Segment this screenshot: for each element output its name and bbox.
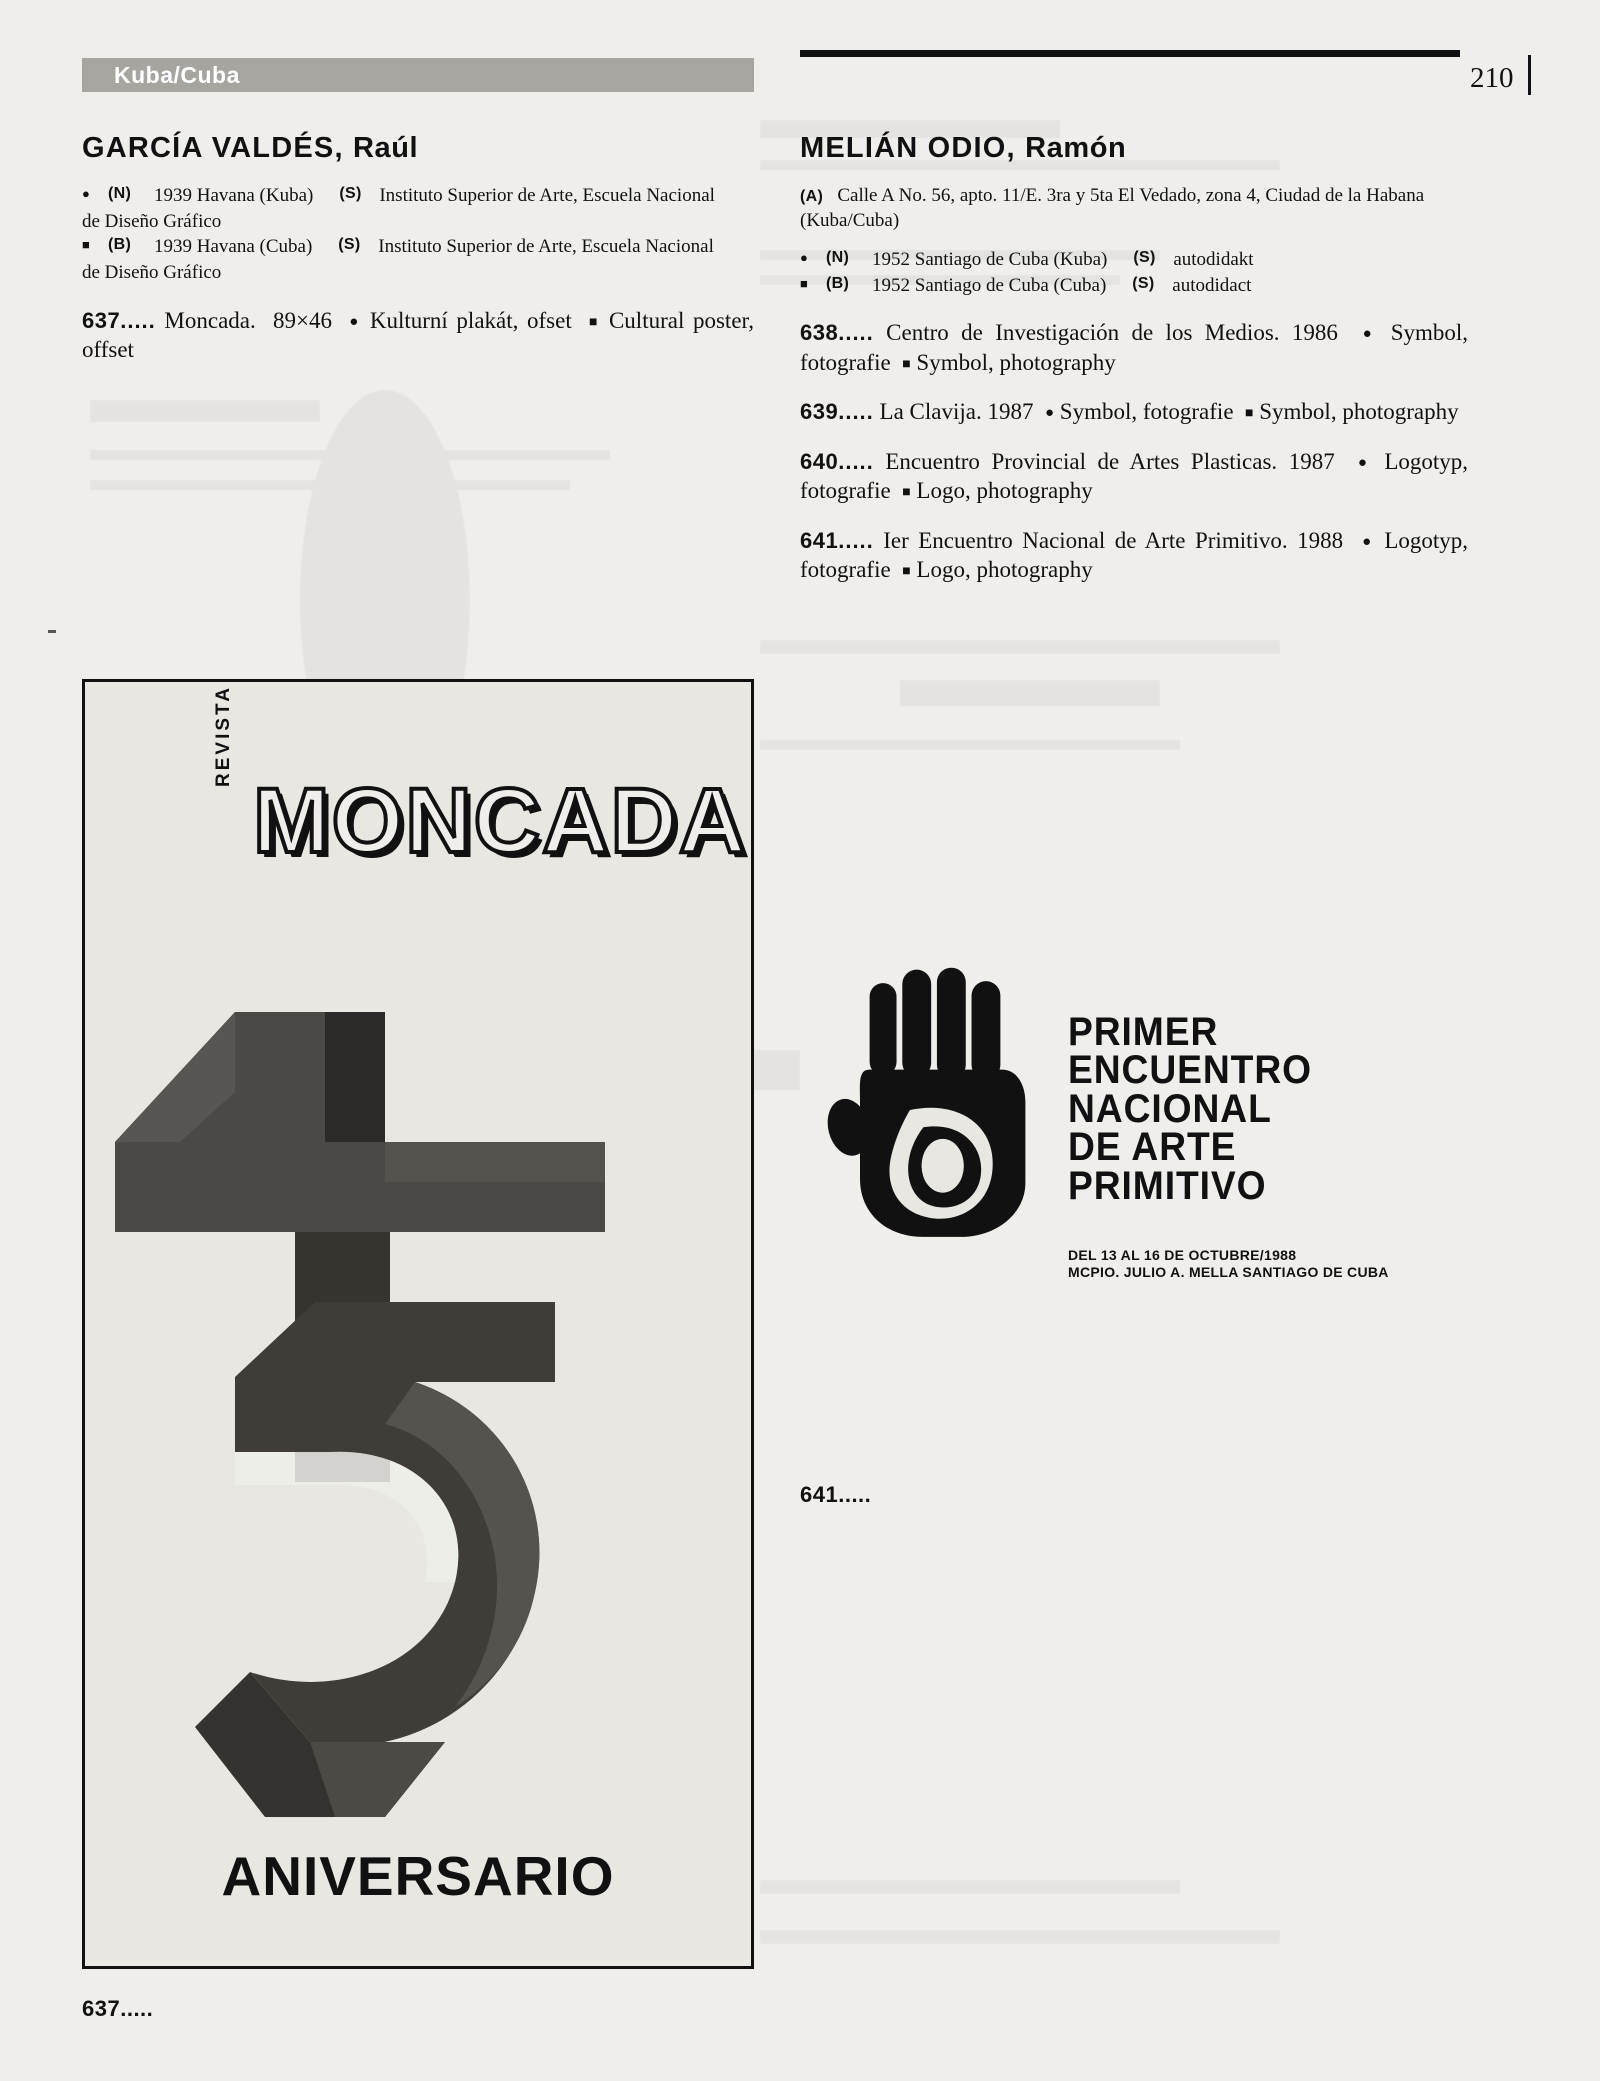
bullet-square-icon: ■ — [902, 562, 911, 579]
entry-size: 89×46 — [273, 307, 332, 333]
section-header-band — [82, 58, 754, 92]
entry-title: Ier Encuentro Nacional de Arte Primitivo. 1988 — [883, 527, 1344, 553]
logo-title-text — [1068, 1010, 1312, 1208]
bio-line-english — [800, 273, 1468, 299]
catalog-entry-641 — [800, 526, 1468, 585]
bio-school-left-cz: Instituto Superior de Arte, Escuela Nacional — [379, 185, 715, 206]
poster-numeral-45-artwork — [85, 982, 754, 1832]
bio-tag-s: (S) — [339, 185, 362, 202]
entry-description-en: Cultural poster, offset — [82, 307, 755, 362]
entry-number: 640 — [800, 448, 839, 474]
bio-birth-right-en: 1952 Santiago de Cuba (Cuba) — [872, 274, 1107, 296]
logo-line-5: PRIMITIVO — [1068, 1163, 1267, 1208]
bio-birth-right-cz: 1952 Santiago de Cuba (Kuba) — [872, 249, 1108, 271]
bio-school-left-en-cont: de Diseño Gráfico — [82, 261, 222, 283]
bio-tag-n: (N) — [826, 249, 850, 267]
bio-tag-s-en: (S) — [338, 236, 361, 254]
logo-line-3: NACIONAL — [1068, 1086, 1272, 1131]
bio-school-right-en: autodidact — [1172, 274, 1252, 296]
page-number-divider — [1528, 55, 1531, 95]
bio-block-right — [800, 247, 1468, 298]
bullet-dot-icon — [800, 247, 826, 269]
entry-number: 638 — [800, 320, 839, 346]
entry-title: La Clavija. 1987 — [879, 399, 1034, 425]
entry-dots: ..... — [838, 399, 874, 425]
catalog-entry-638 — [800, 318, 1468, 377]
caption-dots: ..... — [838, 1482, 872, 1507]
entry-number: 639 — [800, 399, 839, 425]
bullet-square-icon: ■ — [902, 354, 911, 371]
bullet-dot-icon: ● — [1044, 404, 1055, 422]
entry-description-cz: Logotyp, fotografie — [800, 448, 1469, 504]
bio-birth-left-cz: 1939 Havana (Kuba) — [154, 185, 314, 206]
logo-subtitle-text — [1068, 1247, 1389, 1281]
designer-name-right — [800, 132, 1468, 165]
entry-description-en: Logo, photography — [916, 478, 1093, 504]
bullet-square-icon: ■ — [902, 483, 911, 500]
paper-speck — [48, 630, 56, 633]
designer-name-left — [82, 132, 754, 165]
bio-line-english — [82, 234, 754, 285]
header-rule — [800, 50, 1460, 57]
address-tag-a: (A) — [800, 188, 824, 205]
entry-number: 637 — [82, 307, 121, 333]
entry-dots: ..... — [838, 320, 874, 346]
caption-number: 641 — [800, 1482, 839, 1507]
bio-tag-s-en: (S) — [1132, 274, 1155, 292]
bio-tag-b: (B) — [108, 236, 132, 254]
entry-title: Encuentro Provincial de Artes Plasticas. 1987 — [885, 448, 1335, 474]
left-column — [82, 132, 754, 364]
designer-family-name: GARCÍA VALDÉS, — [82, 132, 344, 164]
caption-number: 637 — [82, 1996, 121, 2021]
bullet-square-icon — [82, 234, 108, 256]
entry-description-en: Symbol, photography — [1259, 399, 1459, 425]
bullet-dot-icon: ● — [349, 312, 362, 330]
bullet-square-icon: ■ — [588, 312, 601, 329]
entry-description-cz: Symbol, fotografie — [1059, 399, 1234, 425]
entry-description-en: Symbol, photography — [916, 349, 1116, 375]
figure-caption-637 — [82, 1996, 153, 2022]
caption-dots: ..... — [120, 1996, 154, 2021]
right-column — [800, 132, 1468, 585]
bio-school-left-cz-cont: de Diseño Gráfico — [82, 210, 222, 232]
entry-title: Centro de Investigación de los Medios. 1986 — [886, 320, 1338, 346]
entry-description-cz: Symbol, fotografie — [800, 320, 1469, 375]
designer-given-name: Ramón — [1025, 132, 1127, 164]
entry-dots: ..... — [838, 448, 874, 474]
bio-tag-s: (S) — [1133, 249, 1156, 267]
bullet-dot-icon: ● — [1362, 325, 1379, 343]
entry-dots: ..... — [838, 527, 874, 553]
figure-poster-moncada — [82, 679, 754, 1969]
bullet-dot-icon — [82, 183, 108, 205]
entry-description-en: Logo, photography — [916, 557, 1093, 583]
bullet-square-icon — [800, 273, 826, 295]
designer-family-name: MELIÁN ODIO, — [800, 132, 1016, 164]
entry-number: 641 — [800, 527, 839, 553]
entry-description-cz: Kulturní plakát, ofset — [369, 307, 572, 333]
bullet-dot-icon: ● — [1362, 532, 1375, 550]
entry-title: Moncada. — [164, 307, 256, 333]
page-number: 210 — [1470, 62, 1514, 94]
entry-description-cz: Logotyp, fotografie — [800, 527, 1469, 583]
bullet-dot-icon: ● — [1357, 453, 1373, 471]
handprint-logo-artwork — [810, 965, 1060, 1255]
logo-sub-line-2: MCPIO. JULIO A. MELLA SANTIAGO DE CUBA — [1068, 1264, 1389, 1281]
poster-side-label: REVISTA — [213, 685, 234, 787]
bio-line-native — [800, 247, 1468, 273]
figure-caption-641 — [800, 1482, 871, 1508]
designer-given-name: Raúl — [352, 132, 419, 164]
poster-title: MONCADA — [253, 770, 748, 872]
bullet-square-icon: ■ — [1245, 404, 1254, 421]
address-text: Calle A No. 56, apto. 11/E. 3ra y 5ta El Vedado, zona 4, Ciudad de la Habana (Kuba/Cuba) — [800, 185, 1425, 232]
logo-line-4: DE ARTE — [1068, 1125, 1237, 1170]
designer-address — [800, 183, 1468, 233]
logo-sub-line-1: DEL 13 AL 16 DE OCTUBRE/1988 — [1068, 1247, 1297, 1263]
catalog-entry-637 — [82, 306, 754, 365]
logo-line-2: ENCUENTRO — [1068, 1048, 1312, 1093]
bio-block-left — [82, 183, 754, 286]
bio-birth-left-en: 1939 Havana (Cuba) — [154, 236, 313, 258]
bio-tag-b: (B) — [826, 274, 850, 292]
entry-dots: ..... — [120, 307, 156, 333]
bio-school-right-cz: autodidakt — [1173, 249, 1254, 271]
figure-logo-arte-primitivo — [800, 965, 1440, 1315]
bio-school-left-en: Instituto Superior de Arte, Escuela Nacional — [378, 236, 714, 258]
catalog-entry-640 — [800, 447, 1468, 506]
section-title: Kuba/Cuba — [114, 61, 240, 88]
bio-line-native — [82, 183, 754, 234]
poster-footer-text: ANIVERSARIO — [221, 1845, 615, 1907]
logo-line-1: PRIMER — [1068, 1010, 1219, 1054]
bio-tag-n: (N) — [108, 185, 132, 202]
catalog-entry-639 — [800, 397, 1468, 426]
